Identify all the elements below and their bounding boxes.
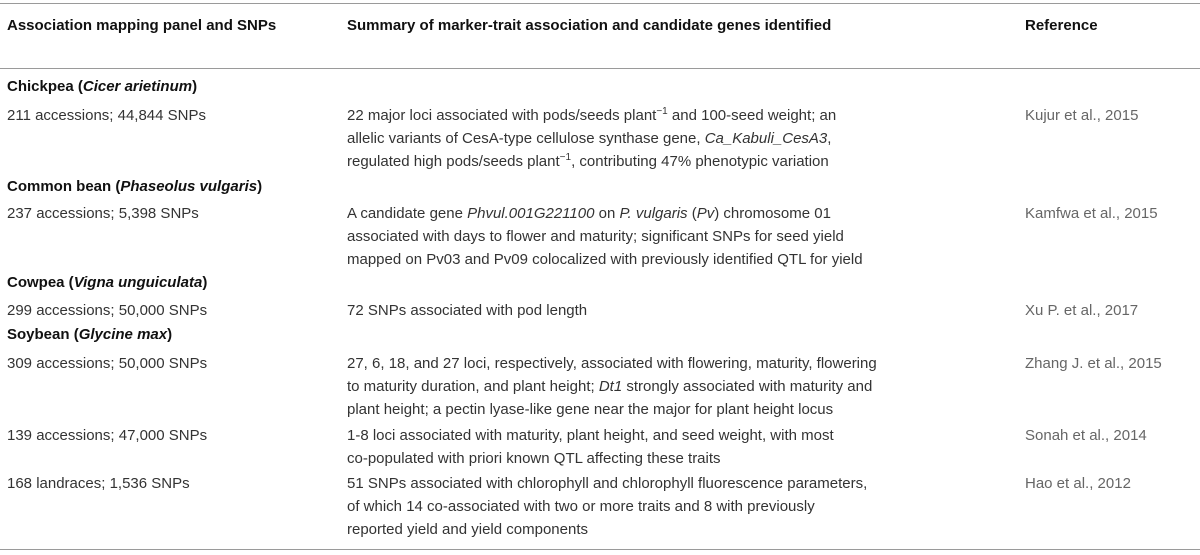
- table-row-summary: A candidate gene Phvul.001G221100 on P. vulgaris (Pv) chromosome 01 associated with days to flower and maturity; significant SNPs for seed yield mapped on Pv03 and Pv09 colocalized with previously identified QTL for yield: [347, 205, 863, 268]
- table-row-reference: Hao et al., 2012: [1025, 475, 1131, 492]
- table-row-summary: 51 SNPs associated with chlorophyll and chlorophyll fluorescence parameters, of which 14 co-associated with two or more traits and 8 with previously reported yield and yield components: [347, 475, 868, 538]
- section-heading-cowpea: Cowpea (Vigna unguiculata): [7, 274, 208, 291]
- table-row-summary: 72 SNPs associated with pod length: [347, 302, 588, 319]
- column-header-summary: Summary of marker-trait association and candidate genes identified: [347, 17, 832, 34]
- column-header-reference: Reference: [1025, 17, 1098, 34]
- table-bottom-rule: [0, 549, 1200, 550]
- table-row-panel: 237 accessions; 5,398 SNPs: [7, 205, 199, 222]
- table-row-panel: 139 accessions; 47,000 SNPs: [7, 427, 208, 444]
- section-heading-common-bean: Common bean (Phaseolus vulgaris): [7, 178, 263, 195]
- table-row-reference: Kujur et al., 2015: [1025, 107, 1139, 124]
- table-row-summary: 27, 6, 18, and 27 loci, respectively, associated with flowering, maturity, flowering to maturity duration, and plant height; Dt1 strongly associated with maturity and plant height; a pectin lyase-like gene near the major for plant height locus: [347, 355, 877, 418]
- section-heading-soybean: Soybean (Glycine max): [7, 326, 173, 343]
- table-row-panel: 168 landraces; 1,536 SNPs: [7, 475, 190, 492]
- table-row-panel: 211 accessions; 44,844 SNPs: [7, 107, 207, 124]
- table-row-panel: 309 accessions; 50,000 SNPs: [7, 355, 208, 372]
- table-row-reference: Xu P. et al., 2017: [1025, 302, 1139, 319]
- column-header-panel: Association mapping panel and SNPs: [7, 17, 277, 34]
- table-top-rule: [0, 3, 1200, 4]
- table-row-summary: 1-8 loci associated with maturity, plant height, and seed weight, with most co-populated with priori known QTL affecting these traits: [347, 427, 834, 467]
- table-row-summary: 22 major loci associated with pods/seeds plant$^{-1}$ and 100-seed weight; an allelic variants of CesA-type cellulose synthase gene, Ca_Kabuli_CesA3, regulated high pods/seeds plant$^{-1}$, contributing 47% phenotypic variation: [347, 106, 837, 170]
- header-rule: [0, 68, 1200, 69]
- section-heading-chickpea: Chickpea (Cicer arietinum): [7, 78, 198, 95]
- table-row-reference: Sonah et al., 2014: [1025, 427, 1147, 444]
- table-row-panel: 299 accessions; 50,000 SNPs: [7, 302, 208, 319]
- table-row-reference: Zhang J. et al., 2015: [1025, 355, 1162, 372]
- table-row-reference: Kamfwa et al., 2015: [1025, 205, 1158, 222]
